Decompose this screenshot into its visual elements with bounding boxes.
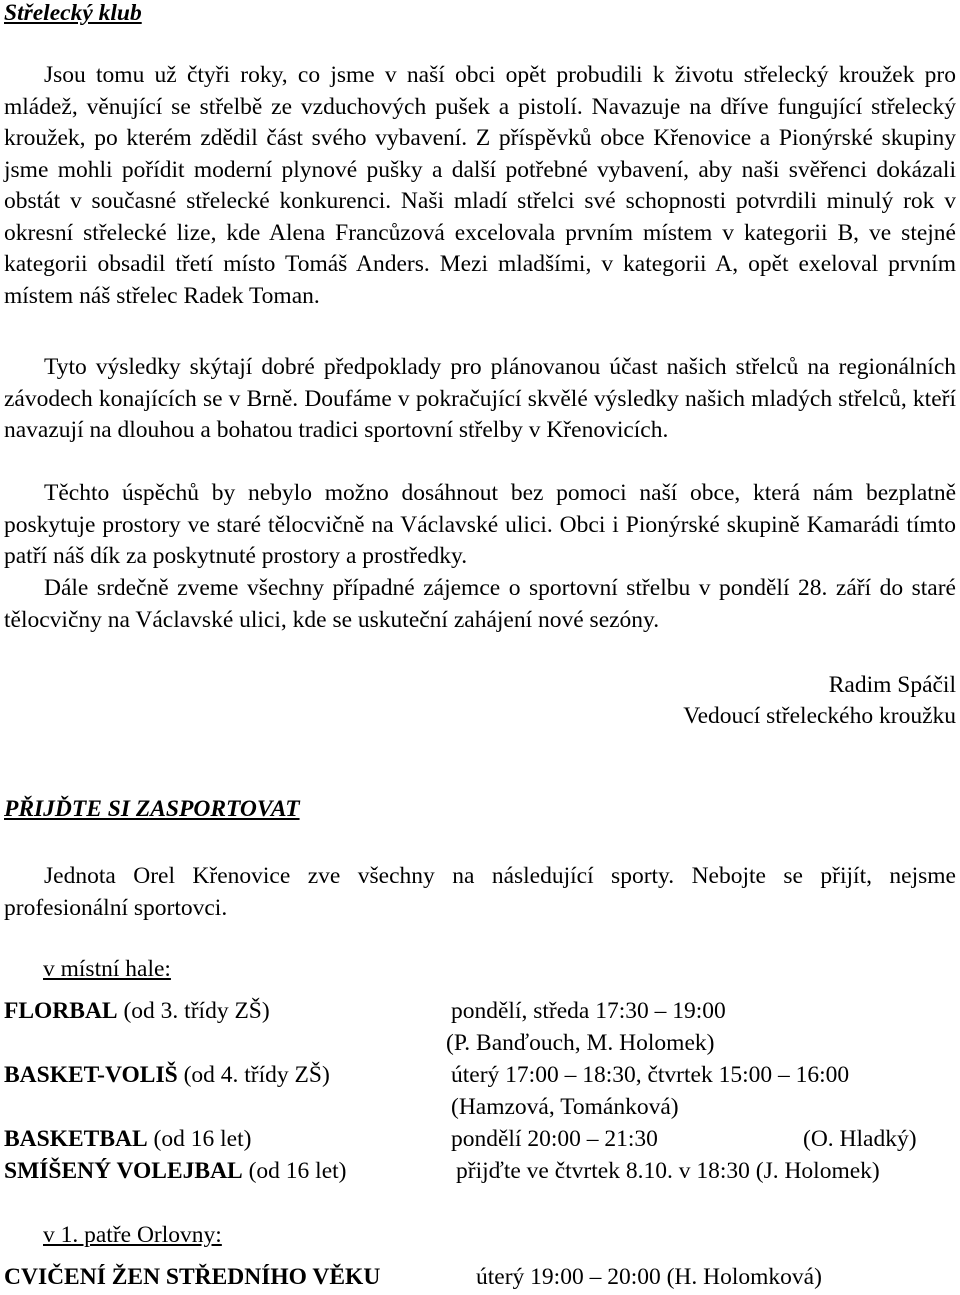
sport-time-women-exercise: úterý 19:00 – 20:00 (H. Holomková) bbox=[476, 1264, 822, 1290]
sport-coach-florbal: (P. Banďouch, M. Holomek) bbox=[446, 1030, 715, 1056]
sport-name-volejbal: SMÍŠENÝ VOLEJBAL (od 16 let) bbox=[4, 1158, 347, 1184]
paragraph-results: Tyto výsledky skýtají dobré předpoklady pro plánovanou účast našich střelců na regionálních závodech konajících se v Brně. Doufáme v pokračující skvělé výsledky našich mladých střelců, kteří navazují na dlouhou a bohatou tradici sportovní střelby v Křenovicích. bbox=[4, 354, 956, 443]
sport-name-women-exercise: CVIČENÍ ŽEN STŘEDNÍHO VĚKU bbox=[4, 1264, 381, 1290]
sport-name-basketbal: BASKETBAL (od 16 let) bbox=[4, 1126, 252, 1152]
article-title-sports: PŘIJĎTE SI ZASPORTOVAT bbox=[4, 796, 300, 822]
paragraph-invitation: Dále srdečně zveme všechny případné zájemce o sportovní střelbu v pondělí 28. září do staré tělocvičny na Václavské ulici, kde se uskuteční zahájení nové sezóny. bbox=[4, 575, 956, 633]
sport-coach-basketbal: (O. Hladký) bbox=[803, 1126, 917, 1152]
sport-time-basketbal: pondělí 20:00 – 21:30 bbox=[451, 1126, 658, 1152]
sport-name-florbal: FLORBAL (od 3. třídy ZŠ) bbox=[4, 998, 270, 1024]
sport-coach-basket-volis: (Hamzová, Tománková) bbox=[451, 1094, 679, 1120]
sport-time-florbal: pondělí, středa 17:30 – 19:00 bbox=[451, 998, 726, 1024]
paragraph-thanks: Těchto úspěchů by nebylo možno dosáhnout bez pomoci naší obce, která nám bezplatně poskytuje prostory ve staré tělocvičně na Václavské ulici. Obci i Pionýrské skupině Kamarádi tímto patří náš dík za poskytnuté prostory a prostředky. bbox=[4, 480, 956, 569]
signature-name: Radim Spáčil bbox=[828, 672, 956, 698]
section-first-floor: v 1. patře Orlovny: bbox=[43, 1222, 222, 1248]
article-title-shooting-club: Střelecký klub bbox=[4, 0, 142, 26]
sport-time-volejbal: přijďte ve čtvrtek 8.10. v 18:30 (J. Holomek) bbox=[456, 1158, 880, 1184]
sport-name-basket-volis: BASKET-VOLIŠ (od 4. třídy ZŠ) bbox=[4, 1062, 330, 1088]
section-local-hall: v místní hale: bbox=[43, 956, 171, 982]
sport-time-basket-volis: úterý 17:00 – 18:30, čtvrtek 15:00 – 16:00 bbox=[451, 1062, 850, 1088]
signature-role: Vedoucí střeleckého kroužku bbox=[683, 703, 956, 729]
paragraph-intro: Jsou tomu už čtyři roky, co jsme v naší obci opět probudili k životu střelecký kroužek pro mládež, věnující se střelbě ze vzduchových pušek a pistolí. Navazuje na dříve fungující střelecký kroužek, po kterém zdědil část svého vybavení. Z příspěvků obce Křenovice a Pionýrské skupiny jsme mohli pořídit moderní plynové pušky a další potřebné vybavení, aby naši svěřenci dokázali obstát v současné střelecké konkurenci. Naši mladí střelci své schopnosti potvrdili minulý rok v okresní střelecké lize, kde Alena Francůzová excelovala prvním místem v kategorii B, ve stejné kategorii obsadil třetí místo Tomáš Anders. Mezi mladšími, v kategorii A, opět exeloval prvním místem náš střelec Radek Toman. bbox=[4, 62, 956, 309]
paragraph-sports-intro: Jednota Orel Křenovice zve všechny na následující sporty. Nebojte se přijít, nejsme profesionální sportovci. bbox=[4, 863, 956, 921]
